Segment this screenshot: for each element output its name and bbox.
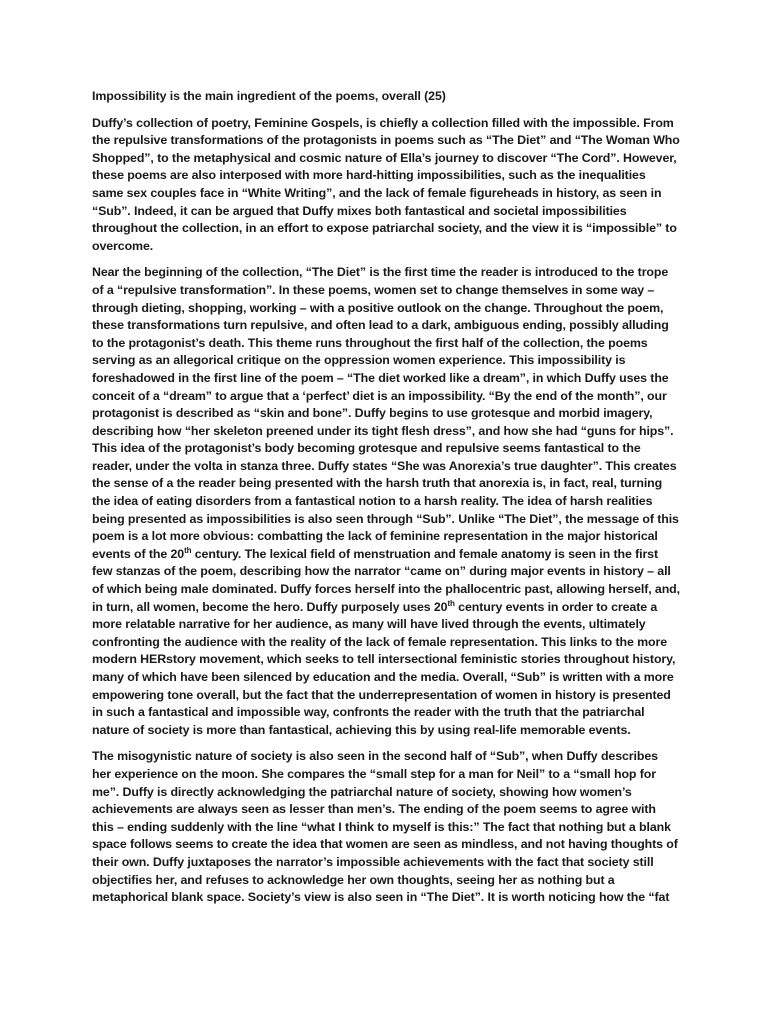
paragraph-diet-sub-part-2: century. The lexical field of menstruation and female anatomy is seen in the first few stanzas of the poem, describing how the narrator “came on” during major events in history – all of which being male dominated. Duffy forces herself into the phallocentric past, allowing herself, and, in turn, all women, become the hero. Duffy purposely uses 20 xyxy=(92,546,680,614)
paragraph-diet-sub-part-3: century events in order to create a more relatable narrative for her audience, as many will have lived through the events, ultimately confronting the audience with the reality of the lack of female representation. This links to the more modern HERstory movement, which seeks to tell intersectional feministic stories throughout history, many of which have been silenced by education and the media. Overall, “Sub” is written with a more empowering tone overall, but the fact that the underrepresentation of women in history is presented in such a fantastical and impossible way, confronts the reader with the truth that the patriarchal nature of society is more than fantastical, achieving this by using real-life memorable events. xyxy=(92,599,676,737)
paragraph-intro: Duffy’s collection of poetry, Feminine Gospels, is chiefly a collection filled with the impossible. From the repulsive transformations of the protagonists in poems such as “The Diet” and “The Woman Who Shopped”, to the metaphysical and cosmic nature of Ella’s journey to discover “The Cord”. However, these poems are also interposed with more hard-hitting impossibilities, such as the inequalities same sex couples face in “White Writing”, and the lack of female figureheads in history, as seen in “Sub”. Indeed, it can be argued that Duffy mixes both fantastical and societal impossibilities throughout the collection, in an effort to expose patriarchal society, and the view it is “impossible” to overcome. xyxy=(92,115,680,253)
essay-heading: Impossibility is the main ingredient of the poems, overall (25) xyxy=(92,89,446,103)
ordinal-suffix: th xyxy=(184,545,192,555)
paragraph-moon: The misogynistic nature of society is also seen in the second half of “Sub”, when Duffy describes her experience on the moon. She compares the “small step for a man for Neil” to a “small hop for me”. Duffy is directly acknowledging the patriarchal nature of society, showing how women’s achievements are always seen as lesser than men’s. The ending of the poem seems to agree with this – ending suddenly with the line “what I think to myself is this:” The fact that nothing but a blank space follows seems to create the idea that women are seen as mindless, and not having thoughts of their own. Duffy juxtaposes the narrator’s impossible achievements with the fact that society still objectifies her, and refuses to acknowledge her own thoughts, seeing her as nothing but a metaphorical blank space. Society’s view is also seen in “The Diet”. It is worth noticing how the “fat xyxy=(92,749,678,905)
ordinal-suffix: th xyxy=(447,598,455,608)
document-page xyxy=(92,88,680,916)
paragraph-diet-sub xyxy=(92,264,680,739)
paragraph-diet-sub-part-1: Near the beginning of the collection, “The Diet” is the first time the reader is introduced to the trope of a “repulsive transformation”. In these poems, women set to change themselves in some way – through dieting, shopping, working – with a positive outlook on the change. Throughout the poem, these transformations turn repulsive, and often lead to a dark, ambiguous ending, possibly alluding to the protagonist’s death. This theme runs throughout the first half of the collection, the poems serving as an allegorical critique on the oppression women experience. This impossibility is foreshadowed in the first line of the poem – “The diet worked like a dream”, in which Duffy uses the conceit of a “dream” to argue that a ‘perfect’ diet is an impossibility. “By the end of the month”, our protagonist is described as “skin and bone”. Duffy begins to use grotesque and morbid imagery, describing how “her skeleton preened under its tight flesh dress”, and how she had “guns for hips”. This idea of the protagonist’s body becoming grotesque and repulsive seems fantastical to the reader, under the volta in stanza three. Duffy states “She was Anorexia’s true daughter”. This creates the sense of a the reader being presented with the harsh truth that anorexia is, in fact, real, turning the idea of eating disorders from a fantastical notion to a harsh reality. The idea of harsh realities being presented as impossibilities is also seen through “Sub”. Unlike “The Diet”, the message of this poem is a lot more obvious: combatting the lack of feminine representation in the major historical events of the 20 xyxy=(92,265,679,561)
